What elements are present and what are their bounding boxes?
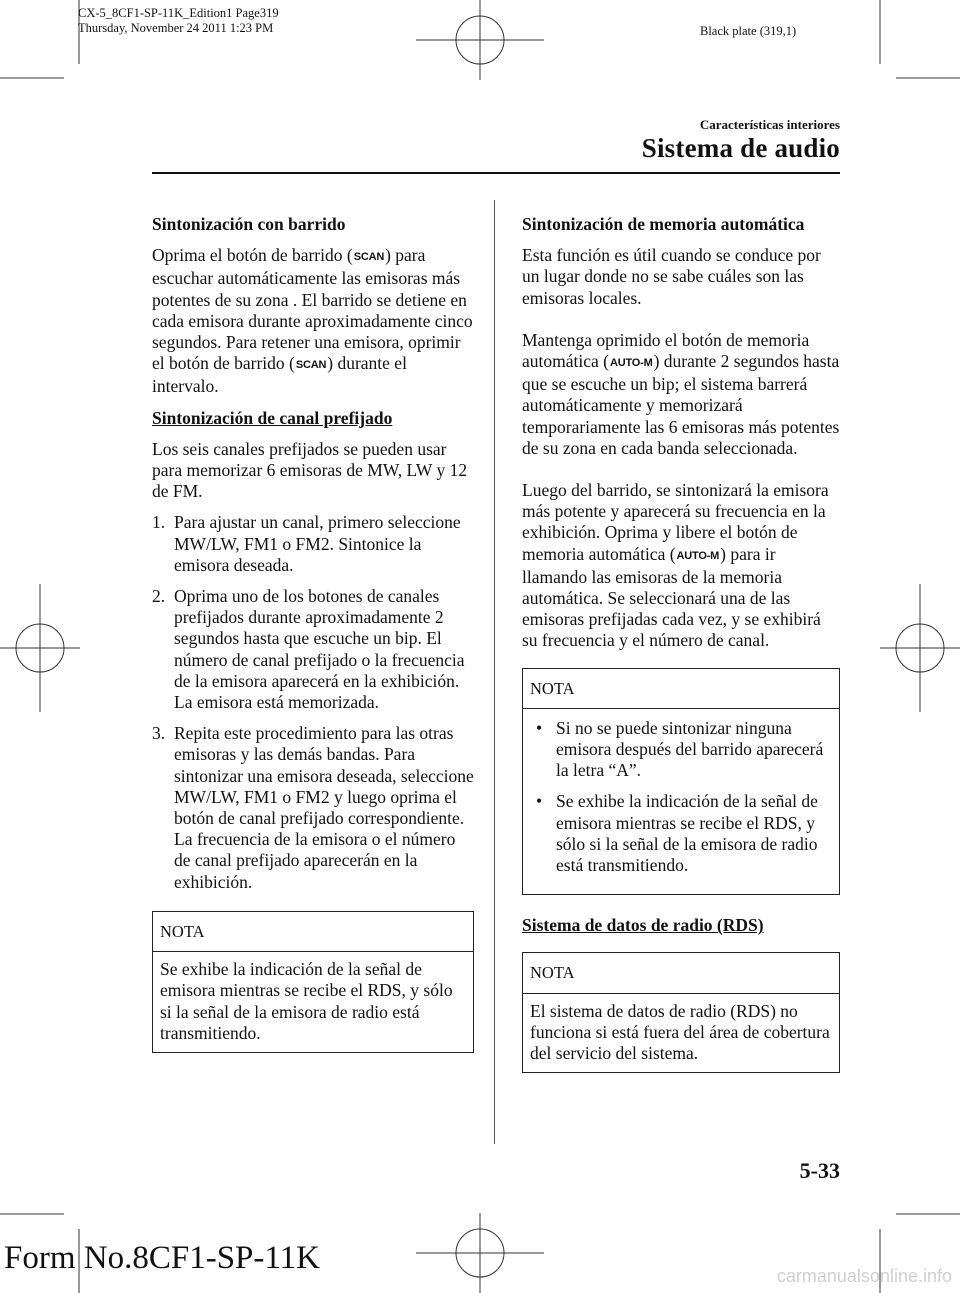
step-number: 3.: [152, 723, 166, 744]
preset-heading: Sintonización de canal prefijado: [152, 407, 393, 428]
auto-paragraph-2: [522, 330, 840, 459]
print-meta-line2: Thursday, November 24 2011 1:23 PM: [78, 21, 274, 35]
bullet-icon: •: [536, 791, 543, 812]
auto-text-a: Mantenga oprimido el botón de memoria automática (: [522, 329, 810, 372]
step-item: [152, 723, 474, 893]
column-divider: [494, 200, 495, 1144]
auto-m-button-icon: AUTO-M: [676, 549, 720, 562]
scan-heading: Sintonización con barrido: [152, 214, 346, 234]
step-number: 1.: [152, 512, 166, 533]
section-title: Sistema de audio: [641, 133, 840, 163]
rds-heading: Sistema de datos de radio (RDS): [522, 915, 764, 936]
bullet-icon: •: [536, 717, 543, 738]
black-plate-label: Black plate (319,1): [700, 24, 797, 38]
auto-memory-heading: Sintonización de memoria automática: [522, 214, 805, 234]
print-meta-line1: CX-5_8CF1-SP-11K_Edition1 Page319: [78, 6, 279, 20]
scan-text-c: ) durante el intervalo.: [152, 353, 407, 397]
watermark: carmanualsonline.info: [776, 1266, 952, 1286]
scan-paragraph: [152, 245, 474, 397]
note-title: NOTA: [523, 953, 839, 993]
header-rule: [152, 172, 840, 174]
step-item: [152, 512, 474, 576]
print-metadata: [78, 6, 279, 36]
auto-paragraph-1: Esta función es útil cuando se conduce por un lugar donde no se sabe cuáles son las emisoras locales.: [522, 245, 821, 308]
note-title: NOTA: [153, 912, 473, 952]
auto-text-c: Luego del barrido, se sintonizará la emisora más potente y aparecerá su frecuencia en la exhibición. Oprima y libere el botón de memoria automática (: [522, 480, 829, 564]
note-text: El sistema de datos de radio (RDS) no funciona si está fuera del área de cobertura del servicio del sistema.: [530, 1000, 830, 1064]
page-number: 5-33: [799, 1158, 840, 1183]
note-bullet-text: Si no se puede sintonizar ninguna emisora después del barrido aparecerá la letra “A”.: [556, 717, 824, 781]
right-column: [522, 214, 840, 1073]
scan-button-icon: SCAN: [353, 251, 385, 264]
section-subtitle: Características interiores: [699, 117, 840, 132]
scan-text-a: Oprima el botón de barrido (: [152, 245, 353, 266]
preset-intro: Los seis canales prefijados se pueden usar para memorizar 6 emisoras de MW, LW y 12 de FM.: [152, 438, 468, 502]
step-text: Para ajustar un canal, primero seleccione MW/LW, FM1 o FM2. Sintonice la emisora deseada.: [174, 512, 461, 575]
scan-text-b: ) para escuchar automáticamente las emisoras más potentes de su zona . El barrido se detiene en cada emisora durante aproximadamente cinco segundos. Para retener una emisora, oprimir el botón de barrido (: [152, 245, 473, 374]
note-box: [522, 668, 840, 896]
note-body: [523, 709, 839, 894]
note-bullet-item: [530, 791, 832, 876]
step-item: [152, 586, 474, 713]
note-bullet-text: Se exhibe la indicación de la señal de emisora mientras se recibe el RDS, y sólo si la señal de la emisora de radio está transmitiendo.: [556, 791, 818, 876]
note-bullet-item: [530, 718, 832, 782]
note-text: Se exhibe la indicación de la señal de emisora mientras se recibe el RDS, y sólo si la señal de la emisora de radio está transmitiendo.: [160, 959, 453, 1043]
step-number: 2.: [152, 586, 166, 607]
note-title: NOTA: [523, 669, 839, 709]
step-text: Repita este procedimiento para las otras emisoras y las demás bandas. Para sintonizar una emisora deseada, seleccione MW/LW, FM1 o FM2 y luego oprima el botón de canal prefijado correspondiente. La frecuencia de la emisora o el número de canal prefijado aparecerán en la exhibición.: [174, 723, 474, 892]
left-column: [152, 214, 474, 1053]
auto-paragraph-3: [522, 480, 840, 652]
note-box: [522, 952, 840, 1073]
form-number: Form No.8CF1-SP-11K: [4, 1240, 320, 1276]
auto-m-button-icon: AUTO-M: [609, 357, 653, 370]
auto-text-b: ) durante 2 segundos hasta que se escuche un bip; el sistema barrerá automáticamente y memorizará temporariamente las 6 emisoras más potentes de su zona en cada banda seleccionada.: [522, 351, 840, 458]
auto-text-d: ) para ir llamando las emisoras de la memoria automática. Se seleccionará una de las emisoras prefijadas cada vez, y se exhibirá su frecuencia y el número de canal.: [522, 543, 821, 651]
note-box: [152, 911, 474, 1053]
step-text: Oprima uno de los botones de canales prefijados durante aproximadamente 2 segundos hasta que escuche un bip. El número de canal prefijado o la frecuencia de la emisora aparecerá en la exhibición. La emisora está memorizada.: [174, 586, 465, 713]
scan-button-icon: SCAN: [295, 359, 327, 372]
